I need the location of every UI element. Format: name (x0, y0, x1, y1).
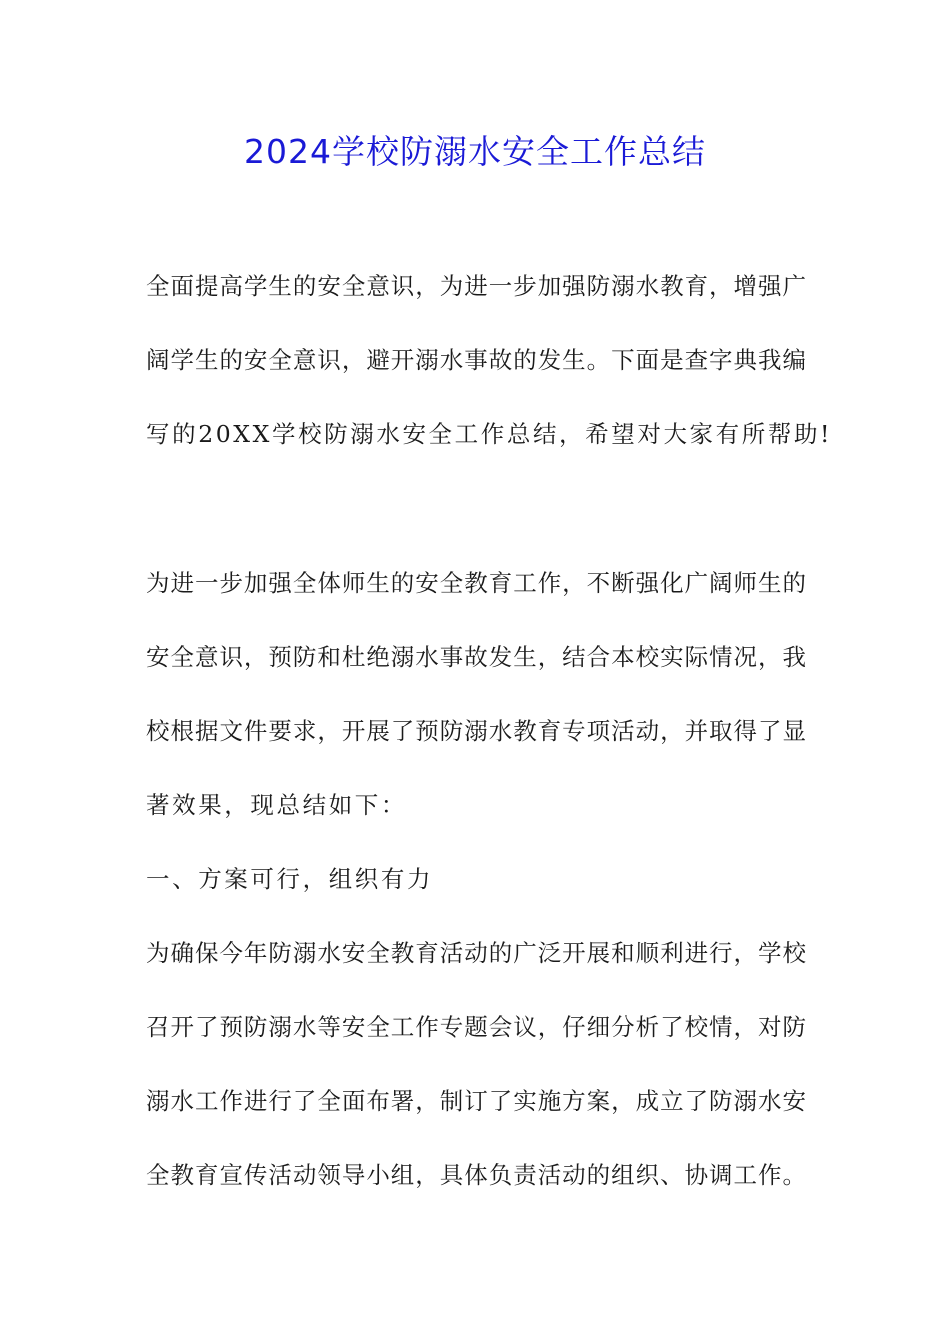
paragraph-line: 为进一步加强全体师生的安全教育工作，不断强化广阔师生的 (146, 569, 806, 597)
paragraph-line: 全教育宣传活动领导小组，具体负责活动的组织、协调工作。 (146, 1161, 806, 1189)
paragraph-overview (146, 546, 806, 842)
paragraph-line: 为确保今年防溺水安全教育活动的广泛开展和顺利进行，学校 (146, 939, 806, 967)
paragraph-line: 著效果，现总结如下： (146, 791, 407, 819)
paragraph-line: 安全意识，预防和杜绝溺水事故发生，结合本校实际情况，我 (146, 643, 806, 671)
paragraph-line: 写的20XX学校防溺水安全工作总结，希望对大家有所帮助! (146, 420, 833, 448)
document-title: 2024学校防溺水安全工作总结 (244, 132, 706, 171)
paragraph-line: 阔学生的安全意识，避开溺水事故的发生。下面是查字典我编 (146, 346, 806, 374)
paragraph-intro (146, 249, 833, 471)
paragraph-line: 全面提高学生的安全意识，为进一步加强防溺水教育，增强广 (146, 272, 806, 300)
section-heading (146, 842, 806, 916)
paragraph-line: 校根据文件要求，开展了预防溺水教育专项活动，并取得了显 (146, 717, 806, 745)
paragraph-line: 召开了预防溺水等安全工作专题会议，仔细分析了校情，对防 (146, 1013, 806, 1041)
paragraph-line: 溺水工作进行了全面布署，制订了实施方案，成立了防溺水安 (146, 1087, 806, 1115)
section-heading-text: 一、方案可行，组织有力 (146, 865, 434, 893)
paragraph-section-one (146, 916, 806, 1212)
